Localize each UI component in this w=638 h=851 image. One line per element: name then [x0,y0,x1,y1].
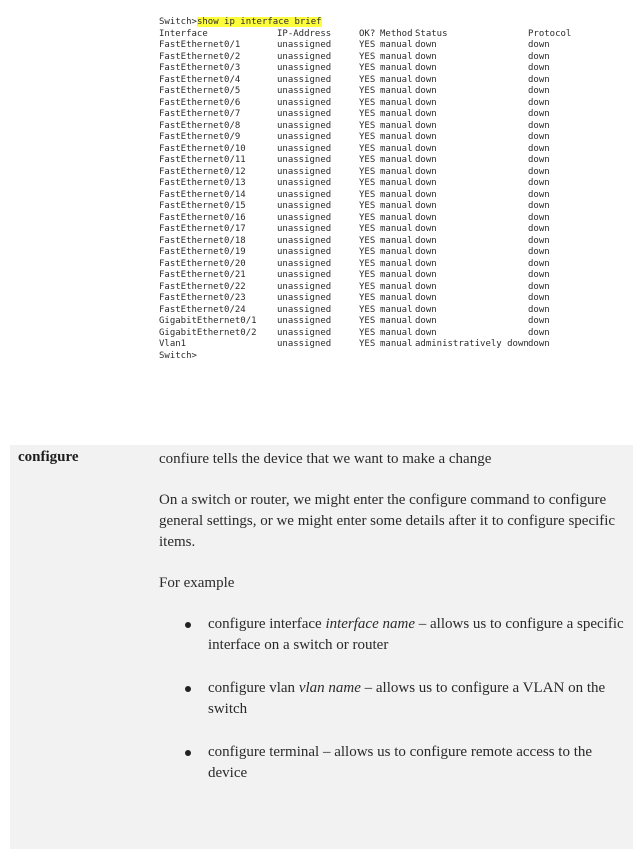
end-prompt: Switch> [159,350,197,361]
ok-flag: YES [359,109,376,119]
example-italic: interface name [325,616,415,632]
interface-row [159,270,571,282]
status: down [415,178,437,188]
status: down [415,189,437,200]
method: manual [380,51,413,62]
interface-name: FastEthernet0/4 [159,74,241,85]
status: down [415,155,437,165]
column-headers [159,29,571,41]
method: manual [380,247,413,257]
interface-row [159,98,571,110]
ok-flag: YES [359,281,376,292]
status: down [415,51,437,62]
status: down [415,143,437,154]
status: down [415,316,437,326]
interface-name: FastEthernet0/7 [159,109,241,119]
ip-address: unassigned [277,178,332,188]
interface-name: FastEthernet0/24 [159,304,246,315]
interface-name: FastEthernet0/20 [159,258,246,269]
description-para-2: On a switch or router, we might enter the configure command to configure general settings, or we might enter some details after it to configure specific items. [159,492,616,550]
interface-row [159,316,571,328]
method: manual [380,212,413,223]
method: manual [380,74,413,85]
description-cell [159,449,629,806]
status: down [415,132,437,142]
example-item [159,614,629,656]
method: manual [380,224,413,234]
protocol: down [528,143,550,154]
ip-address: unassigned [277,132,332,142]
interface-row [159,190,571,202]
ok-flag: YES [359,304,376,315]
header-status: Status [415,28,448,39]
interface-row [159,132,571,144]
description-para-1: confiure tells the device that we want to make a change [159,451,492,467]
ok-flag: YES [359,155,376,165]
method: manual [380,166,413,177]
ok-flag: YES [359,212,376,223]
ip-address: unassigned [277,109,332,119]
protocol: down [528,258,550,269]
terminal-output [159,17,571,362]
ip-address: unassigned [277,201,332,211]
method: manual [380,316,413,326]
ok-flag: YES [359,143,376,154]
interface-name: FastEthernet0/18 [159,235,246,246]
method: manual [380,155,413,165]
header-interface: Interface [159,28,208,39]
method: manual [380,293,413,303]
method: manual [380,270,413,280]
protocol: down [528,247,550,257]
interface-row [159,155,571,167]
interface-row [159,236,571,248]
ip-address: unassigned [277,293,332,303]
method: manual [380,339,413,349]
ip-address: unassigned [277,224,332,234]
header-protocol: Protocol [528,28,572,39]
interface-name: GigabitEthernet0/1 [159,316,257,326]
interface-name: FastEthernet0/2 [159,51,241,62]
interface-name: FastEthernet0/16 [159,212,246,223]
method: manual [380,201,413,211]
ok-flag: YES [359,235,376,246]
interface-name: FastEthernet0/9 [159,132,241,142]
method: manual [380,235,413,246]
protocol: down [528,201,550,211]
ip-address: unassigned [277,120,332,131]
ok-flag: YES [359,166,376,177]
bullet-icon [185,622,191,628]
protocol: down [528,120,550,131]
ip-address: unassigned [277,212,332,223]
status: down [415,258,437,269]
ip-address: unassigned [277,235,332,246]
ip-address: unassigned [277,143,332,154]
interface-name: FastEthernet0/19 [159,247,246,257]
interface-row [159,305,571,317]
ip-address: unassigned [277,304,332,315]
status: down [415,40,437,50]
protocol: down [528,51,550,62]
protocol: down [528,212,550,223]
method: manual [380,63,413,73]
status: down [415,304,437,315]
protocol: down [528,281,550,292]
example-italic: vlan name [298,680,361,696]
status: down [415,281,437,292]
ok-flag: YES [359,258,376,269]
ok-flag: YES [359,51,376,62]
status: down [415,63,437,73]
interface-name: FastEthernet0/12 [159,166,246,177]
ok-flag: YES [359,327,376,338]
example-text-rest: – allows us to configure a VLAN on the switch [208,680,606,717]
interface-row [159,63,571,75]
protocol: down [528,327,550,338]
interface-name: FastEthernet0/13 [159,178,246,188]
interface-row [159,213,571,225]
ok-flag: YES [359,132,376,142]
interface-name: Vlan1 [159,339,187,349]
interface-name: FastEthernet0/11 [159,155,246,165]
method: manual [380,304,413,315]
example-list [159,614,629,784]
status: down [415,120,437,131]
protocol: down [528,178,550,188]
highlighted-command: show ip interface brief [196,17,322,27]
command-line [159,17,571,29]
interface-row [159,282,571,294]
ip-address: unassigned [277,339,332,349]
ip-address: unassigned [277,51,332,62]
status: down [415,166,437,177]
interface-name: FastEthernet0/8 [159,120,241,131]
method: manual [380,40,413,50]
status: administratively down [415,339,529,349]
status: down [415,235,437,246]
interface-name: FastEthernet0/22 [159,281,246,292]
status: down [415,327,437,338]
header-method: Method [380,28,413,39]
ip-address: unassigned [277,40,332,50]
status: down [415,224,437,234]
interface-row [159,224,571,236]
interface-row [159,121,571,133]
ok-flag: YES [359,316,376,326]
protocol: down [528,86,550,96]
interface-name: FastEthernet0/21 [159,270,246,280]
header-ip: IP-Address [277,28,332,39]
protocol: down [528,166,550,177]
description-para-3: For example [159,575,235,591]
method: manual [380,132,413,142]
interface-row [159,40,571,52]
interface-row [159,178,571,190]
status: down [415,74,437,85]
protocol: down [528,235,550,246]
term-cell [10,445,150,849]
interface-name: FastEthernet0/10 [159,143,246,154]
status: down [415,270,437,280]
ip-address: unassigned [277,86,332,96]
status: down [415,86,437,96]
definition-table [10,445,633,849]
interface-row [159,167,571,179]
protocol: down [528,224,550,234]
interface-row [159,247,571,259]
ip-address: unassigned [277,63,332,73]
ip-address: unassigned [277,189,332,200]
protocol: down [528,304,550,315]
protocol: down [528,40,550,50]
ok-flag: YES [359,74,376,85]
interface-name: FastEthernet0/3 [159,63,241,73]
bullet-icon [185,750,191,756]
method: manual [380,189,413,200]
interface-name: FastEthernet0/5 [159,86,241,96]
example-item [159,742,629,784]
ip-address: unassigned [277,74,332,85]
method: manual [380,97,413,108]
ok-flag: YES [359,120,376,131]
interface-row [159,201,571,213]
method: manual [380,143,413,154]
interface-row [159,75,571,87]
status: down [415,212,437,223]
ok-flag: YES [359,339,376,349]
bullet-icon [185,686,191,692]
method: manual [380,327,413,338]
method: manual [380,258,413,269]
interface-name: FastEthernet0/17 [159,224,246,234]
protocol: down [528,339,550,349]
ok-flag: YES [359,178,376,188]
protocol: down [528,293,550,303]
status: down [415,201,437,211]
protocol: down [528,63,550,73]
interface-name: FastEthernet0/1 [159,40,241,50]
interface-rows [159,40,571,351]
ip-address: unassigned [277,247,332,257]
method: manual [380,109,413,119]
ip-address: unassigned [277,281,332,292]
example-item [159,678,629,720]
protocol: down [528,155,550,165]
protocol: down [528,74,550,85]
term-configure: configure [18,449,79,465]
status: down [415,97,437,108]
example-text: configure vlan [208,680,299,696]
protocol: down [528,316,550,326]
interface-row [159,86,571,98]
method: manual [380,120,413,131]
interface-name: FastEthernet0/14 [159,189,246,200]
ip-address: unassigned [277,258,332,269]
ip-address: unassigned [277,97,332,108]
protocol: down [528,97,550,108]
ip-address: unassigned [277,155,332,165]
ip-address: unassigned [277,166,332,177]
interface-row [159,328,571,340]
status: down [415,109,437,119]
example-text: configure terminal – allows us to configure remote access to the device [208,744,593,781]
ip-address: unassigned [277,270,332,280]
ok-flag: YES [359,293,376,303]
ok-flag: YES [359,189,376,200]
status: down [415,293,437,303]
ok-flag: YES [359,224,376,234]
interface-row [159,144,571,156]
header-ok: OK? [359,28,376,39]
ip-address: unassigned [277,316,332,326]
example-text-rest: – allows us to configure a specific interface on a switch or router [208,616,624,653]
ok-flag: YES [359,86,376,96]
status: down [415,247,437,257]
protocol: down [528,270,550,280]
interface-row [159,109,571,121]
interface-name: GigabitEthernet0/2 [159,327,257,338]
interface-row [159,339,571,351]
prompt: Switch> [159,17,197,27]
ok-flag: YES [359,40,376,50]
ip-address: unassigned [277,327,332,338]
ok-flag: YES [359,97,376,108]
ok-flag: YES [359,63,376,73]
protocol: down [528,109,550,119]
interface-name: FastEthernet0/6 [159,97,241,108]
method: manual [380,178,413,188]
method: manual [380,86,413,96]
protocol: down [528,132,550,142]
example-text: configure interface [208,616,326,632]
ok-flag: YES [359,201,376,211]
interface-row [159,52,571,64]
interface-name: FastEthernet0/15 [159,201,246,211]
interface-row [159,293,571,305]
protocol: down [528,189,550,200]
ok-flag: YES [359,270,376,280]
interface-name: FastEthernet0/23 [159,293,246,303]
ok-flag: YES [359,247,376,257]
method: manual [380,281,413,292]
interface-row [159,259,571,271]
